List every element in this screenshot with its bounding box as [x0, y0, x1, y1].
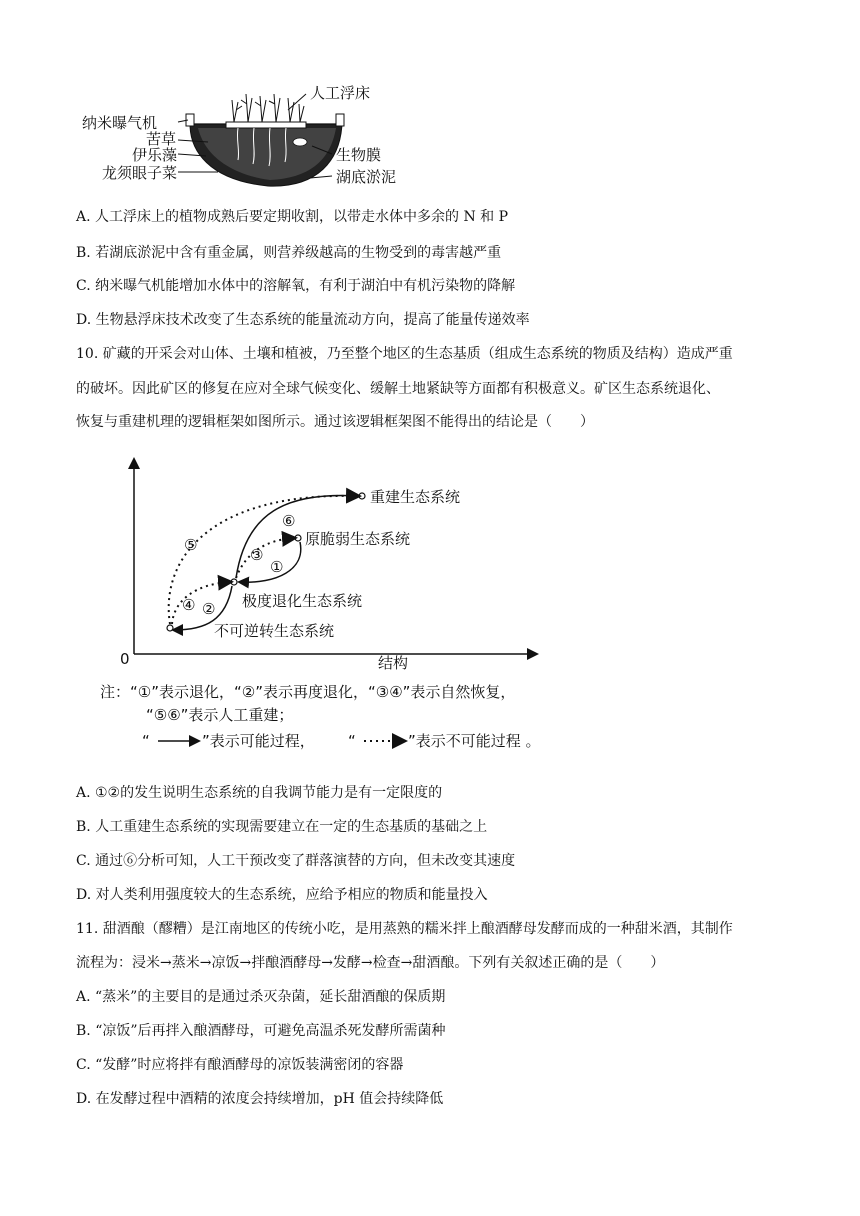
lake-restoration-diagram	[78, 80, 418, 192]
q9-option-d: D. 生物悬浮床技术改变了生态系统的能量流动方向，提高了能量传递效率	[76, 312, 530, 328]
sludge-label: 湖底淤泥	[336, 168, 397, 186]
node-original	[295, 535, 301, 541]
mark-3: ③	[250, 546, 264, 564]
q11-option-c: C. “发酵”时应将拌有酿酒酵母的凉饭装满密闭的容器	[76, 1057, 404, 1073]
q10-stem-line-3: 恢复与重建机理的逻辑框架如图所示。通过该逻辑框架图不能得出的结论是（ ）	[76, 414, 594, 430]
path-4-dotted	[172, 582, 230, 624]
longxu-label: 龙须眼子菜	[102, 164, 178, 182]
node-rebuilt	[359, 493, 365, 499]
x-axis-label: 结构	[378, 654, 409, 672]
node-degraded	[231, 579, 237, 585]
restoration-framework-diagram	[96, 452, 616, 762]
q10-option-c: C. 通过⑥分析可知，人工干预改变了群落演替的方向，但未改变其速度	[76, 853, 516, 869]
q11-option-a: A. “蒸米”的主要目的是通过杀灭杂菌，延长甜酒酿的保质期	[76, 989, 446, 1005]
rebuilt-label: 重建生态系统	[370, 488, 461, 506]
q11-option-b: B. “凉饭”后再拌入酿酒酵母，可避免高温杀死发酵所需菌种	[76, 1023, 446, 1039]
q9-option-c: C. 纳米曝气机能增加水体中的溶解氧，有利于湖泊中有机污染物的降解	[76, 278, 516, 294]
yile-label: 伊乐藻	[132, 146, 178, 164]
legend-dotted-text: ”表示不可能过程 。	[408, 732, 541, 750]
original-label: 原脆弱生态系统	[305, 530, 411, 548]
aerator-label: 纳米曝气机	[82, 114, 158, 132]
q10-option-a: A. ①②的发生说明生态系统的自我调节能力是有一定限度的	[76, 785, 443, 801]
floating-bed-label: 人工浮床	[310, 84, 371, 102]
node-irreversible	[167, 625, 173, 631]
legend-solid-text: ”表示可能过程，	[202, 732, 315, 750]
note-line-2: “⑤⑥”表示人工重建；	[146, 706, 294, 724]
mark-1: ①	[270, 558, 284, 576]
q11-option-d: D. 在发酵过程中酒精的浓度会持续增加，pH 值会持续降低	[76, 1091, 444, 1107]
mark-4: ④	[182, 596, 196, 614]
degraded-label: 极度退化生态系统	[242, 592, 363, 610]
q11-stem-line-2: 流程为：浸米→蒸米→凉饭→拌酿酒酵母→发酵→检查→甜酒酿。下列有关叙述正确的是（ ）	[76, 955, 665, 971]
kucao-label: 苦草	[146, 130, 177, 148]
path-3-dotted	[236, 538, 294, 578]
q10-stem-line-2: 的破坏。因此矿区的修复在应对全球气候变化、缓解土地紧缺等方面都有积极意义。矿区生态系统退化、	[76, 381, 720, 397]
q9-option-a: A. 人工浮床上的植物成熟后要定期收割，以带走水体中多余的 N 和 P	[76, 209, 509, 225]
q11-stem-line-1: 11. 甜酒酿（醪糟）是江南地区的传统小吃，是用蒸熟的糯米拌上酿酒酵母发酵而成的一种甜米酒，其制作	[76, 921, 733, 937]
irreversible-label: 不可逆转生态系统	[214, 622, 335, 640]
legend-dotted-open: “	[348, 732, 356, 750]
origin-label: 0	[120, 650, 130, 668]
q10-option-b: B. 人工重建生态系统的实现需要建立在一定的生态基质的基础之上	[76, 819, 488, 835]
mark-2: ②	[202, 600, 216, 618]
biofilm-label: 生物膜	[336, 146, 382, 164]
note-line-1: 注：“①”表示退化，“②”表示再度退化，“③④”表示自然恢复，	[100, 683, 516, 701]
mark-6: ⑥	[282, 512, 296, 530]
q9-option-b: B. 若湖底淤泥中含有重金属，则营养级越高的生物受到的毒害越严重	[76, 245, 502, 261]
q10-stem-line-1: 10. 矿藏的开采会对山体、土壤和植被，乃至整个地区的生态基质（组成生态系统的物质及结构）造成严重	[76, 346, 733, 362]
q10-option-d: D. 对人类利用强度较大的生态系统，应给予相应的物质和能量投入	[76, 887, 488, 903]
mark-5: ⑤	[184, 536, 198, 554]
legend-solid-open: “	[142, 732, 150, 750]
